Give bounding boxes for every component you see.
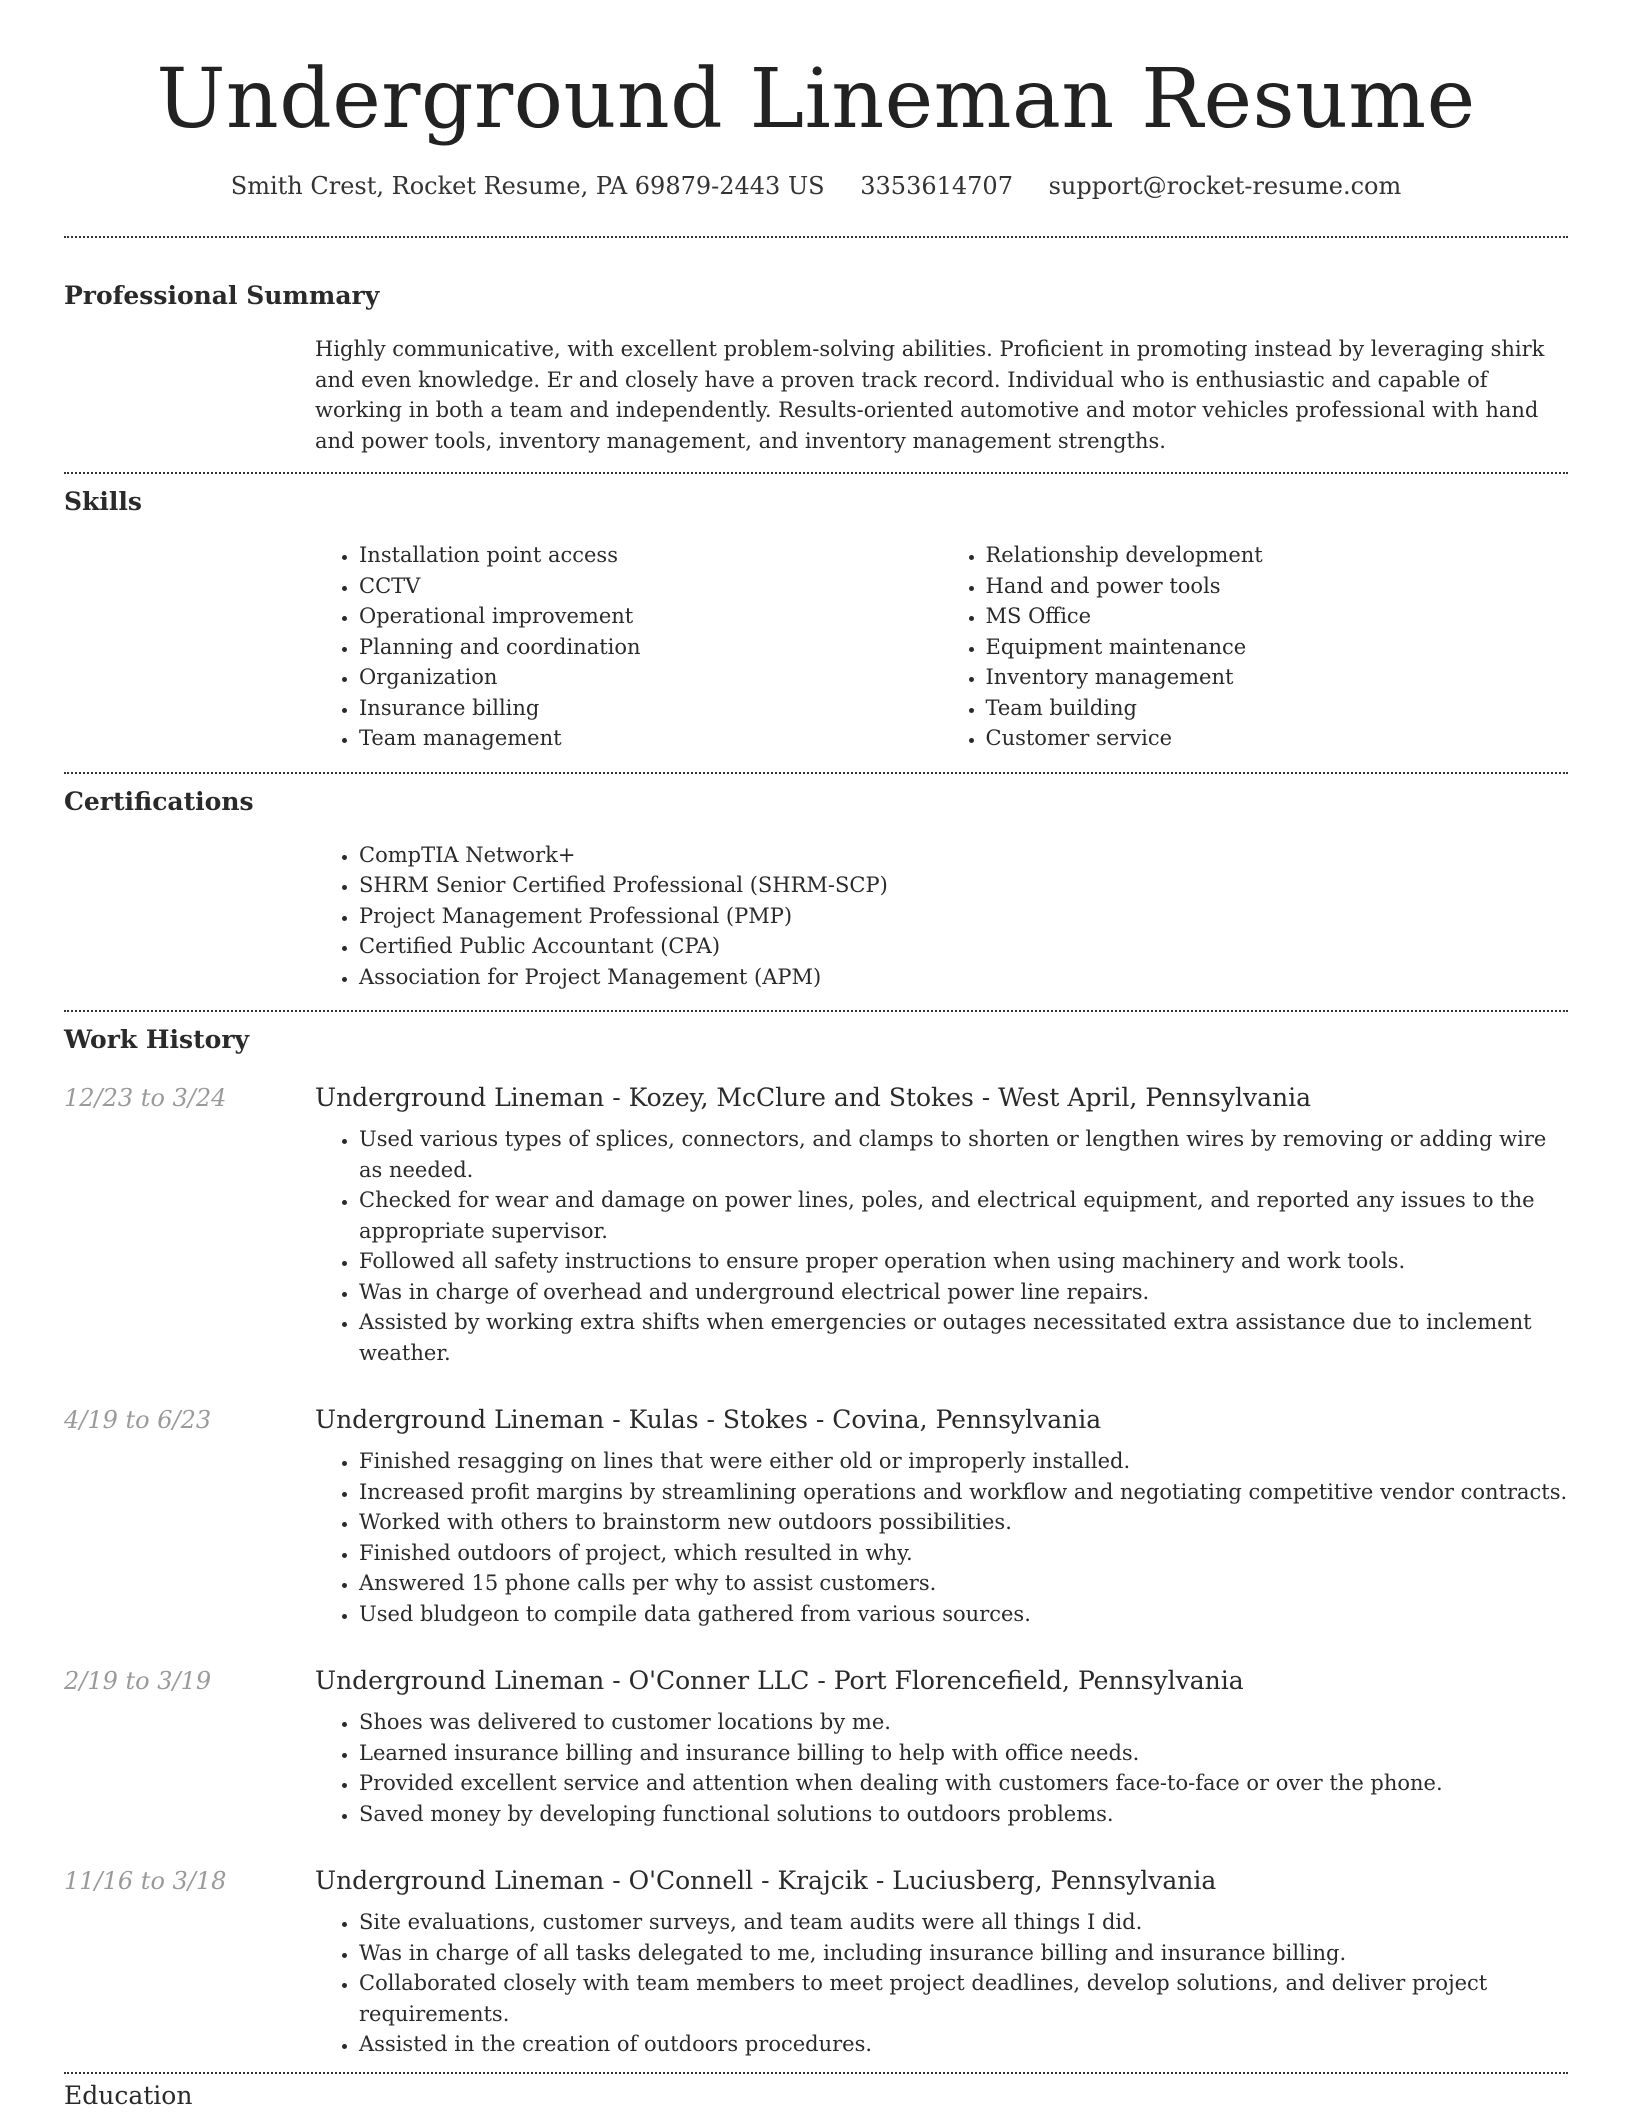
contact-line xyxy=(64,170,1568,202)
skill-item: • Hand and power tools xyxy=(986,571,1569,602)
divider xyxy=(64,1010,1568,1012)
contact-phone: 3353614707 xyxy=(860,172,1013,200)
job-dates: 11/16 to 3/18 xyxy=(64,1867,227,1895)
skill-item: • Inventory management xyxy=(986,662,1569,693)
job-bullet: • Finished outdoors of project, which resulted in why. xyxy=(359,1538,1568,1569)
skill-item: • Relationship development xyxy=(986,540,1569,571)
job-bullets xyxy=(315,1907,1568,2060)
job-bullets xyxy=(315,1124,1568,1368)
skill-item: • Installation point access xyxy=(359,540,942,571)
job-bullet: • Was in charge of all tasks delegated to me, including insurance billing and insurance billing. xyxy=(359,1938,1568,1969)
summary-section xyxy=(64,280,1568,456)
job-bullet: • Site evaluations, customer surveys, and team audits were all things I did. xyxy=(359,1907,1568,1938)
job-bullet: • Increased profit margins by streamlining operations and workflow and negotiating competitive vendor contracts. xyxy=(359,1477,1568,1508)
contact-email: support@rocket-resume.com xyxy=(1048,172,1402,200)
certification-item: • CompTIA Network+ xyxy=(359,840,1568,871)
resume-page xyxy=(64,0,1568,2110)
job-bullet: • Assisted by working extra shifts when emergencies or outages necessitated extra assistance due to inclement weather. xyxy=(359,1307,1568,1368)
job-bullet: • Finished resagging on lines that were either old or improperly installed. xyxy=(359,1446,1568,1477)
education-heading: Education xyxy=(64,2080,193,2110)
certification-item: • Association for Project Management (APM) xyxy=(359,962,1568,993)
skill-item: • Organization xyxy=(359,662,942,693)
certifications-list xyxy=(315,840,1568,993)
job-title: Underground Lineman - Kulas - Stokes - Covina, Pennsylvania xyxy=(315,1405,1102,1434)
skills-section xyxy=(64,486,1568,754)
skills-heading: Skills xyxy=(64,487,142,516)
skill-item: • Equipment maintenance xyxy=(986,632,1569,663)
certification-item: • SHRM Senior Certified Professional (SHRM-SCP) xyxy=(359,870,1568,901)
certifications-section xyxy=(64,786,1568,993)
skill-item: • Operational improvement xyxy=(359,601,942,632)
skill-item: • MS Office xyxy=(986,601,1569,632)
work-history-heading: Work History xyxy=(64,1025,250,1054)
job-bullet: • Worked with others to brainstorm new outdoors possibilities. xyxy=(359,1507,1568,1538)
job-dates: 2/19 to 3/19 xyxy=(64,1667,212,1695)
skill-item: • Team management xyxy=(359,723,942,754)
job-bullet: • Assisted in the creation of outdoors procedures. xyxy=(359,2029,1568,2060)
job-entry xyxy=(64,1404,1568,1629)
skills-list-left xyxy=(315,540,942,754)
job-entry xyxy=(64,1082,1568,1368)
skills-grid xyxy=(315,540,1568,754)
divider xyxy=(64,236,1568,238)
job-bullet: • Checked for wear and damage on power lines, poles, and electrical equipment, and reported any issues to the appropriate supervisor. xyxy=(359,1185,1568,1246)
divider xyxy=(64,2072,1568,2074)
job-bullet: • Was in charge of overhead and underground electrical power line repairs. xyxy=(359,1277,1568,1308)
job-title: Underground Lineman - O'Conner LLC - Port Florencefield, Pennsylvania xyxy=(315,1666,1244,1695)
job-bullet: • Used various types of splices, connectors, and clamps to shorten or lengthen wires by removing or adding wire as needed. xyxy=(359,1124,1568,1185)
job-title: Underground Lineman - O'Connell - Krajcik - Luciusberg, Pennsylvania xyxy=(315,1866,1217,1895)
job-bullets xyxy=(315,1707,1568,1829)
certifications-heading: Certifications xyxy=(64,786,254,816)
certification-item: • Certified Public Accountant (CPA) xyxy=(359,931,1568,962)
job-bullet: • Followed all safety instructions to ensure proper operation when using machinery and work tools. xyxy=(359,1246,1568,1277)
job-entry xyxy=(64,1665,1568,1829)
job-bullet: • Learned insurance billing and insurance billing to help with office needs. xyxy=(359,1738,1568,1769)
skill-item: • CCTV xyxy=(359,571,942,602)
work-history-section xyxy=(64,1024,1568,2060)
job-entry xyxy=(64,1865,1568,2060)
skill-item: • Planning and coordination xyxy=(359,632,942,663)
skill-item: • Customer service xyxy=(986,723,1569,754)
job-dates: 4/19 to 6/23 xyxy=(64,1406,212,1434)
skills-list-right xyxy=(942,540,1569,754)
summary-heading: Professional Summary xyxy=(64,281,380,310)
contact-address: Smith Crest, Rocket Resume, PA 69879-2443 US xyxy=(230,172,825,200)
job-dates: 12/23 to 3/24 xyxy=(64,1084,227,1112)
skill-item: • Insurance billing xyxy=(359,693,942,724)
job-title: Underground Lineman - Kozey, McClure and Stokes - West April, Pennsylvania xyxy=(315,1083,1311,1112)
divider xyxy=(64,772,1568,774)
skill-item: • Team building xyxy=(986,693,1569,724)
job-bullet: • Provided excellent service and attention when dealing with customers face-to-face or over the phone. xyxy=(359,1768,1568,1799)
divider xyxy=(64,472,1568,474)
job-bullet: • Collaborated closely with team members to meet project deadlines, develop solutions, and deliver project requirements. xyxy=(359,1968,1568,2029)
resume-title: Underground Lineman Resume xyxy=(156,52,1476,147)
job-bullet: • Saved money by developing functional solutions to outdoors problems. xyxy=(359,1799,1568,1830)
job-bullet: • Used bludgeon to compile data gathered from various sources. xyxy=(359,1599,1568,1630)
summary-text: Highly communicative, with excellent problem-solving abilities. Proficient in promoting instead by leveraging shirk and even knowledge. Er and closely have a proven track record. Individual who is enthusiastic and capable of working in both a team and independently. Results-oriented automotive and motor vehicles professional with hand and power tools, inventory management, and inventory management strengths. xyxy=(315,337,1545,453)
job-bullet: • Shoes was delivered to customer locations by me. xyxy=(359,1707,1568,1738)
certification-item: • Project Management Professional (PMP) xyxy=(359,901,1568,932)
job-bullet: • Answered 15 phone calls per why to assist customers. xyxy=(359,1568,1568,1599)
job-bullets xyxy=(315,1446,1568,1629)
